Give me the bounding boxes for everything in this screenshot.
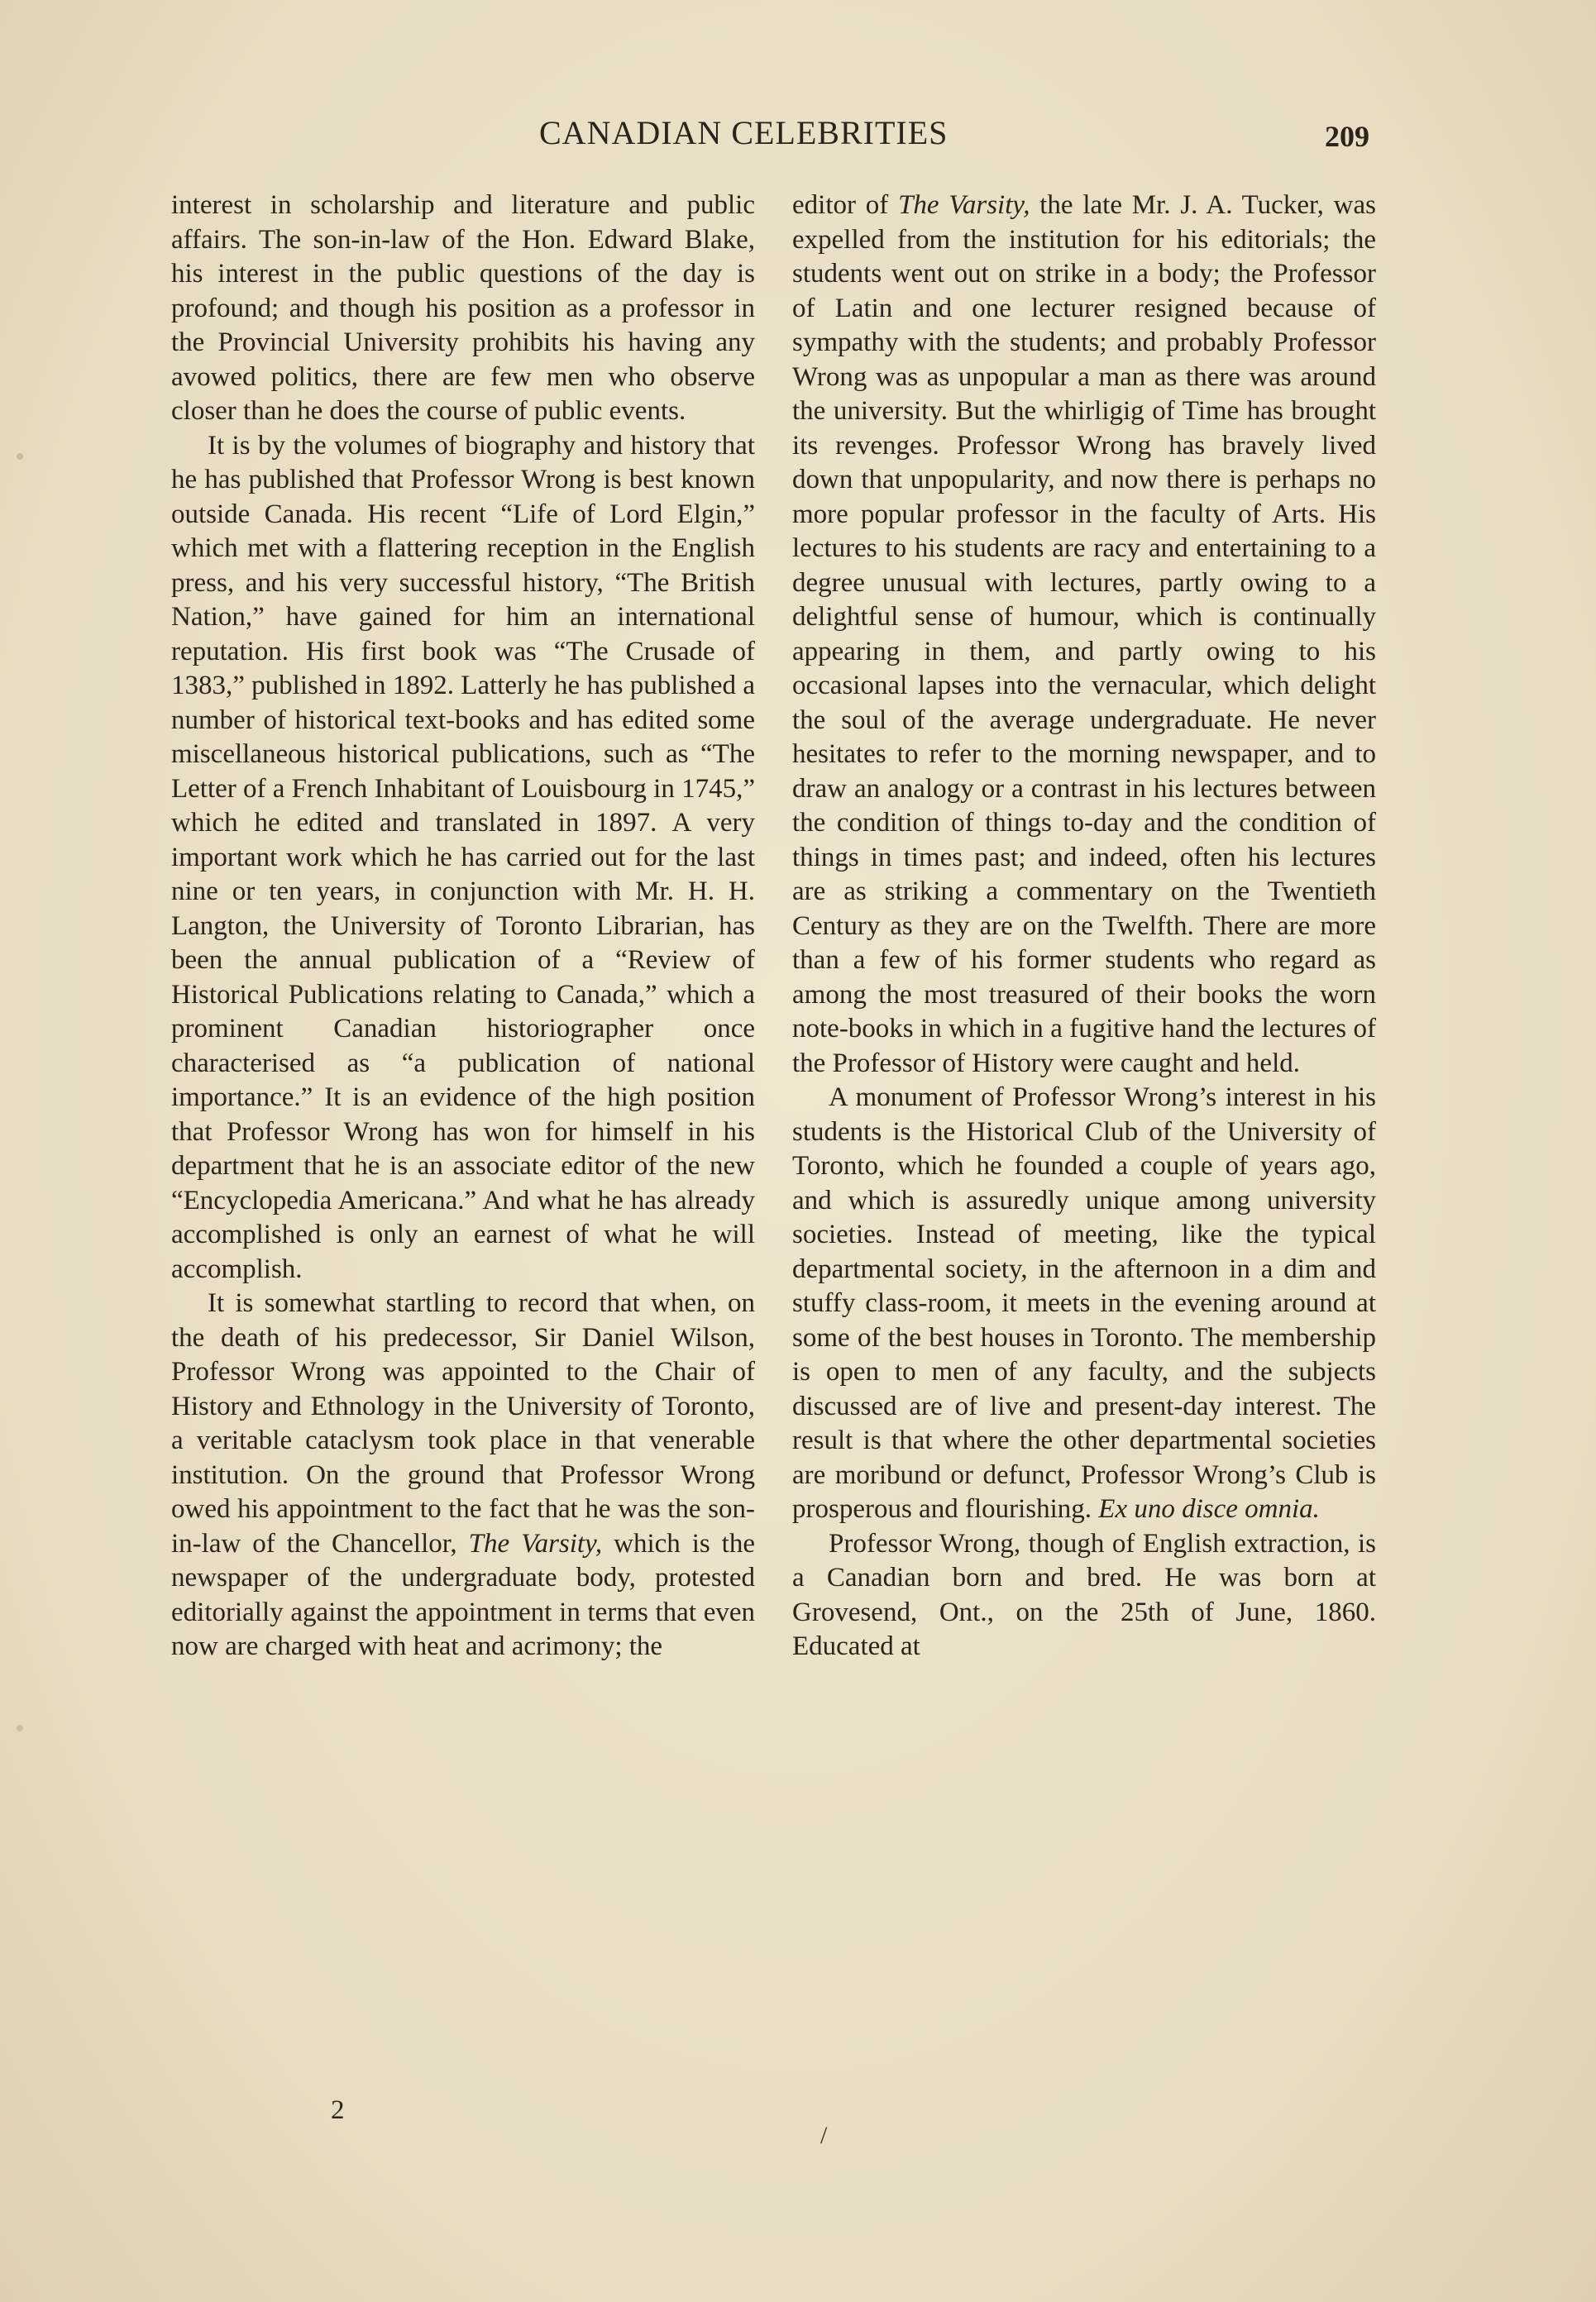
paragraph-text: the late Mr. J. A. Tucker, was expelled from the institution for his editorials; the students went out on strike in a body; the Professor of Latin and one lecturer resigned because of sympathy with the students; and probably Professor Wrong was as unpopular a man as there was around the university. But the whirligig of Time has brought its revenges. Professor Wrong has bravely lived down that unpopularity, and now there is perhaps no more popular professor in the faculty of Arts. His lectures to his students are racy and entertaining to a degree unusual with lectures, partly owing to a delightful sense of humour, which is continually appearing in them, and partly owing to his occasional lapses into the vernacular, which delight the soul of the average undergraduate. He never hesitates to refer to the morning newspaper, and to draw an analogy or a contrast in his lectures between the condition of things to-day and the condition of things in times past; and indeed, often his lectures are as striking a commentary on the Twentieth Century as they are on the Twelfth. There are more than a few of his former students who regard as among the most treasured of their books the worn note-books in which in a fugitive hand the lectures of the Professor of History were caught and held. <box>792 190 1376 1078</box>
latin-phrase: Ex uno disce omnia. <box>1098 1494 1320 1524</box>
binding-hole-mark <box>17 1725 23 1731</box>
paragraph <box>792 1081 1376 1527</box>
right-column <box>792 189 1376 1664</box>
paragraph <box>792 189 1376 1081</box>
page-number: 209 <box>1325 120 1369 153</box>
paragraph: interest in scholarship and literature and public affairs. The son-in-law of the Hon. Edward Blake, his interest in the public questions of the day is profound; and though his position as a professor in the Provincial University prohibits his having any avowed politics, there are few men who observe closer than he does the course of public events. <box>171 190 755 426</box>
stray-mark: / <box>820 2122 828 2149</box>
paragraph-text: which is the newspaper of the undergraduate body, protested editorially against the appointment in terms that even now are charged with heat and acrimony; the <box>171 1528 755 1661</box>
paragraph-text: A monument of Professor Wrong’s interest in his students is the Historical Club of the University of Toronto, which he founded a couple of years ago, and which is assuredly unique among university societies. Instead of meeting, like the typical departmental society, in the afternoon in a dim and stuffy class-room, it meets in the evening around at some of the best houses in Toronto. The membership is open to men of any faculty, and the subjects discussed are of live and present-day interest. The result is that where the other departmental societies are moribund or defunct, Professor Wrong’s Club is prosperous and flourishing. <box>792 1082 1376 1524</box>
paragraph-text: It is somewhat startling to record that when, on the death of his predecessor, Sir Daniel Wilson, Professor Wrong was appointed to the Chair of History and Ethnology in the University of Toronto, a veritable cataclysm took place in that venerable institution. On the ground that Professor Wrong owed his appointment to the fact that he was the son-in-law of the Chancellor, <box>171 1288 755 1559</box>
left-column <box>171 189 755 1664</box>
italic-title: The Varsity, <box>468 1528 603 1559</box>
running-title: CANADIAN CELEBRITIES <box>539 114 949 151</box>
paragraph <box>171 1287 755 1664</box>
italic-title: The Varsity, <box>898 190 1030 220</box>
binding-hole-mark <box>17 453 23 460</box>
running-head <box>0 112 1596 154</box>
paragraph: It is by the volumes of biography and history that he has published that Professor Wrong is best known outside Canada. His recent “Life of Lord Elgin,” which met with a flattering reception in the English press, and his very successful history, “The British Nation,” have gained for him an international reputation. His first book was “The Crusade of 1383,” published in 1892. Latterly he has published a number of historical text-books and has edited some miscellaneous historical publications, such as “The Letter of a French Inhabitant of Louisbourg in 1745,” which he edited and translated in 1897. A very important work which he has carried out for the last nine or ten years, in conjunction with Mr. H. H. Langton, the University of Toronto Librarian, has been the annual publication of a “Review of Historical Publications relating to Canada,” which a prominent Canadian historiographer once characterised as “a publication of national importance.” It is an evidence of the high position that Professor Wrong has won for himself in his department that he is an associate editor of the new “Encyclopedia Americana.” And what he has already accomplished is only an earnest of what he will accomplish. <box>171 430 755 1284</box>
signature-mark: 2 <box>331 2095 345 2125</box>
paragraph-text: editor of <box>792 190 889 220</box>
paragraph: Professor Wrong, though of English extraction, is a Canadian born and bred. He was born at Grovesend, Ont., on the 25th of June, 1860. Educated at <box>792 1528 1376 1661</box>
